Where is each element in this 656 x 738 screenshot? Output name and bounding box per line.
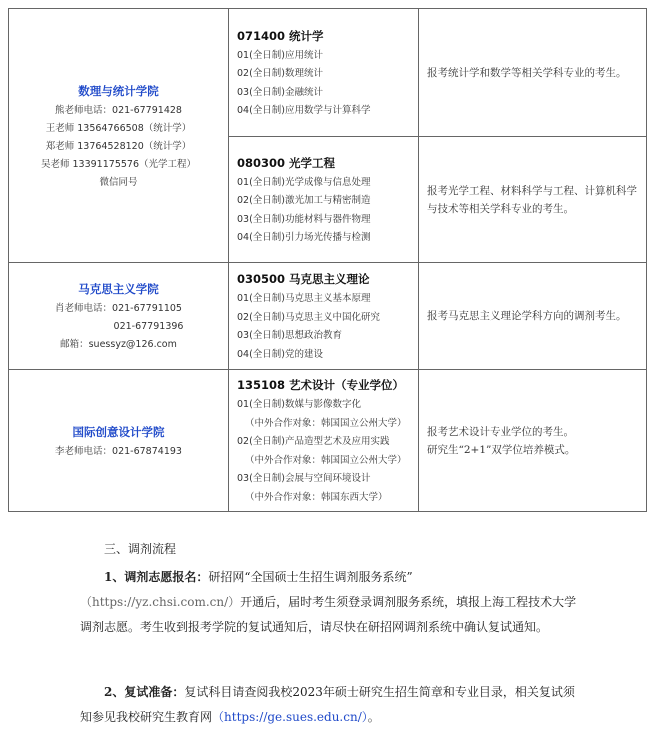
college-name: 马克思主义学院 (78, 282, 159, 296)
paragraph-text: 开通后，届时考生须登录调剂服务系统，填报上海工程技术大学调剂志愿。考生收到报考学院的复试通知后，请尽快在研招网调剂系统中确认复试通知。 (80, 595, 577, 634)
table-row (9, 263, 647, 370)
direction-item: 03(全日制)功能材料与器件物理 (237, 213, 371, 225)
requirement-cell (419, 137, 647, 263)
direction-item: 03(全日制)会展与空间环境设计 (237, 473, 371, 484)
cooperation-note: （中外合作对象：韩国东西大学） (245, 491, 388, 503)
cooperation-note: （中外合作对象：韩国国立公州大学） (245, 454, 407, 466)
contact-line: 王老师 13564766508（统计学） (45, 122, 192, 134)
direction-item: 01(全日制)马克思主义基本原理 (237, 293, 371, 304)
contact-line: 熊老师电话：021-67791428 (55, 104, 182, 116)
table-row (9, 370, 647, 512)
contact-line: 郑老师 13764528120（统计学） (45, 140, 192, 152)
direction-item: 01(全日制)应用统计 (237, 49, 324, 61)
direction-item: 03(全日制)金融统计 (237, 86, 324, 98)
contact-line: 吴老师 13391175576（光学工程） (40, 158, 196, 170)
major-cell (229, 137, 419, 263)
requirement-text: 报考光学工程、材料科学与工程、计算机科学与技术等相关学科专业的考生。 (427, 184, 637, 215)
adjustment-table (8, 8, 647, 512)
college-name: 国际创意设计学院 (72, 424, 165, 439)
requirement-cell (419, 370, 647, 512)
direction-item: 02(全日制)激光加工与精密制造 (237, 195, 371, 206)
paragraph-text: 复试科目请查阅我校2023年硕士研究生招生简章和专业目录，相关复试须知参见我校研究生教育网 (80, 685, 575, 724)
section-title: 三、调剂流程 (104, 542, 177, 556)
direction-item: 02(全日制)数理统计 (237, 68, 324, 79)
direction-item: 02(全日制)马克思主义中国化研究 (237, 311, 381, 323)
chsi-link[interactable]: （https://yz.chsi.com.cn/） (80, 595, 241, 609)
major-title: 071400 统计学 (237, 28, 324, 43)
requirement-cell (419, 9, 647, 137)
major-cell (229, 9, 419, 137)
direction-item: 04(全日制)党的建设 (237, 348, 324, 360)
paragraph-adjustment-signup (80, 565, 580, 640)
college-name: 数理与统计学院 (78, 83, 159, 98)
direction-item: 04(全日制)应用数学与计算科学 (237, 105, 371, 116)
sues-link[interactable]: （https://ge.sues.edu.cn/） (212, 710, 368, 724)
table-row (9, 9, 647, 137)
cooperation-note: （中外合作对象：韩国国立公州大学） (245, 417, 407, 429)
contact-line: 李老师电话：021-67874193 (55, 445, 182, 457)
direction-item: 02(全日制)产品造型艺术及应用实践 (237, 436, 390, 447)
contact-line: 邮箱：suessyz@126.com (60, 339, 177, 350)
college-cell (9, 263, 229, 370)
major-title: 135108 艺术设计（专业学位） (237, 378, 405, 392)
paragraph-text: 研招网“全国硕士生招生调剂服务系统” (208, 570, 413, 584)
college-cell (9, 370, 229, 512)
contact-line: 肖老师电话：021-67791105 (55, 303, 182, 314)
requirement-text: 报考马克思主义理论学科方向的调剂考生。 (427, 310, 627, 322)
paragraph-retest-preparation (80, 680, 580, 730)
direction-item: 01(全日制)数媒与影像数字化 (237, 399, 362, 410)
paragraph-lead: 2、复试准备： (104, 685, 185, 699)
major-title: 030500 马克思主义理论 (237, 272, 370, 286)
requirement-text: 报考统计学和数学等相关学科专业的考生。 (427, 66, 627, 79)
contact-line: 021-67791396 (113, 321, 184, 332)
contact-line: 微信同号 (99, 176, 138, 188)
major-cell (229, 263, 419, 370)
college-cell (9, 9, 229, 263)
requirement-text: 报考艺术设计专业学位的考生。 (427, 425, 574, 438)
direction-item: 04(全日制)引力场光传播与检测 (237, 232, 371, 243)
requirement-cell (419, 263, 647, 370)
paragraph-lead: 1、调剂志愿报名： (104, 570, 209, 584)
major-title: 080300 光学工程 (237, 155, 336, 170)
direction-item: 03(全日制)思想政治教育 (237, 330, 343, 341)
requirement-text: 研究生“2+1”双学位培养模式。 (427, 443, 576, 456)
direction-item: 01(全日制)光学成像与信息处理 (237, 176, 371, 188)
paragraph-text: 。 (367, 710, 380, 724)
major-cell (229, 370, 419, 512)
